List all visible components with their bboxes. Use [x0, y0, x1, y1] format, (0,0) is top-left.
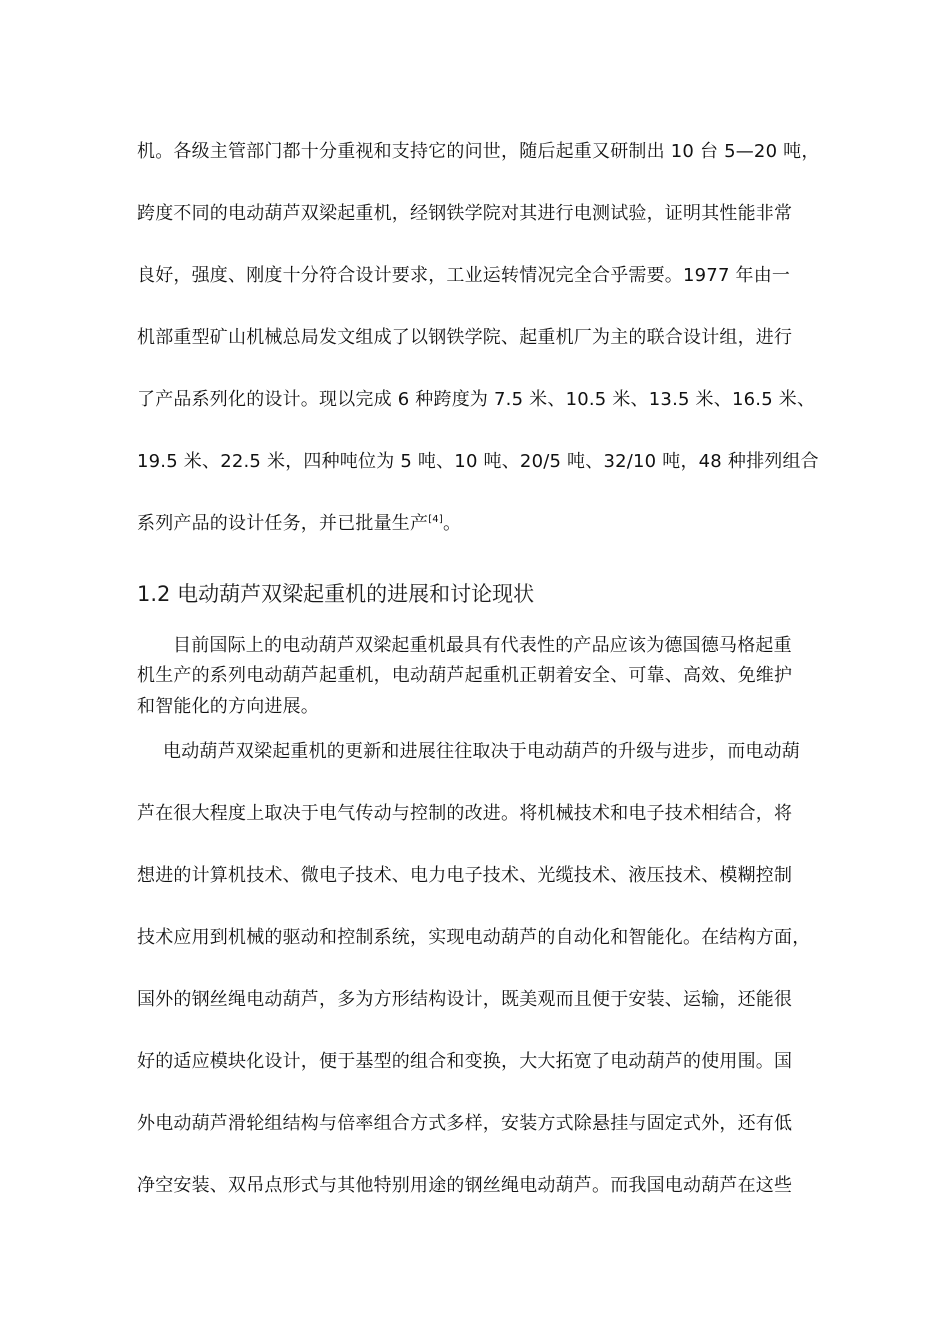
text-line: 净空安装、双吊点形式与其他特别用途的钢丝绳电动葫芦。而我国电动葫芦在这些	[137, 1175, 793, 1196]
text-line: 和智能化的方向进展。	[137, 696, 319, 717]
text-fragment: 。	[442, 513, 462, 534]
text-line: 19.5 米、22.5 米，四种吨位为 5 吨、10 吨、20/5 吨、32/10 吨，48 种排列组合	[137, 451, 819, 472]
text-line-last	[137, 512, 857, 536]
text-line: 目前国际上的电动葫芦双梁起重机最具有代表性的产品应该为德国德马格起重	[173, 635, 792, 656]
text-line: 良好，强度、刚度十分符合设计要求，工业运转情况完全合乎需要。1977 年由一	[137, 265, 791, 286]
text-line: 机部重型矿山机械总局发文组成了以钢铁学院、起重机厂为主的联合设计组，进行	[137, 327, 793, 348]
text-line: 技术应用到机械的驱动和控制系统，实现电动葫芦的自动化和智能化。在结构方面，	[137, 927, 811, 948]
text-line: 好的适应模块化设计，便于基型的组合和变换，大大拓宽了电动葫芦的使用围。国	[137, 1051, 793, 1072]
text-line: 电动葫芦双梁起重机的更新和进展往往取决于电动葫芦的升级与进步，而电动葫	[163, 741, 800, 762]
text-line: 芦在很大程度上取决于电气传动与控制的改进。将机械技术和电子技术相结合，将	[137, 803, 793, 824]
text-line: 国外的钢丝绳电动葫芦，多为方形结构设计，既美观而且便于安装、运输，还能很	[137, 989, 793, 1010]
text-line: 跨度不同的电动葫芦双梁起重机，经钢铁学院对其进行电测试验，证明其性能非常	[137, 203, 793, 224]
text-line: 机。各级主管部门都十分重视和支持它的问世，随后起重又研制出 10 台 5—20 吨，	[137, 141, 820, 162]
text-line: 了产品系列化的设计。现以完成 6 种跨度为 7.5 米、10.5 米、13.5 米、16.5 米、	[137, 389, 816, 410]
text-line: 想进的计算机技术、微电子技术、电力电子技术、光缆技术、液压技术、模糊控制	[137, 865, 793, 886]
text-line: 外电动葫芦滑轮组结构与倍率组合方式多样，安装方式除悬挂与固定式外，还有低	[137, 1113, 793, 1134]
section-heading: 1.2 电动葫芦双梁起重机的进展和讨论现状	[137, 582, 535, 606]
citation-reference: [4]	[428, 514, 443, 525]
text-line: 机生产的系列电动葫芦起重机，电动葫芦起重机正朝着安全、可靠、高效、免维护	[137, 665, 793, 686]
text-fragment: 系列产品的设计任务，并已批量生产	[137, 513, 429, 534]
